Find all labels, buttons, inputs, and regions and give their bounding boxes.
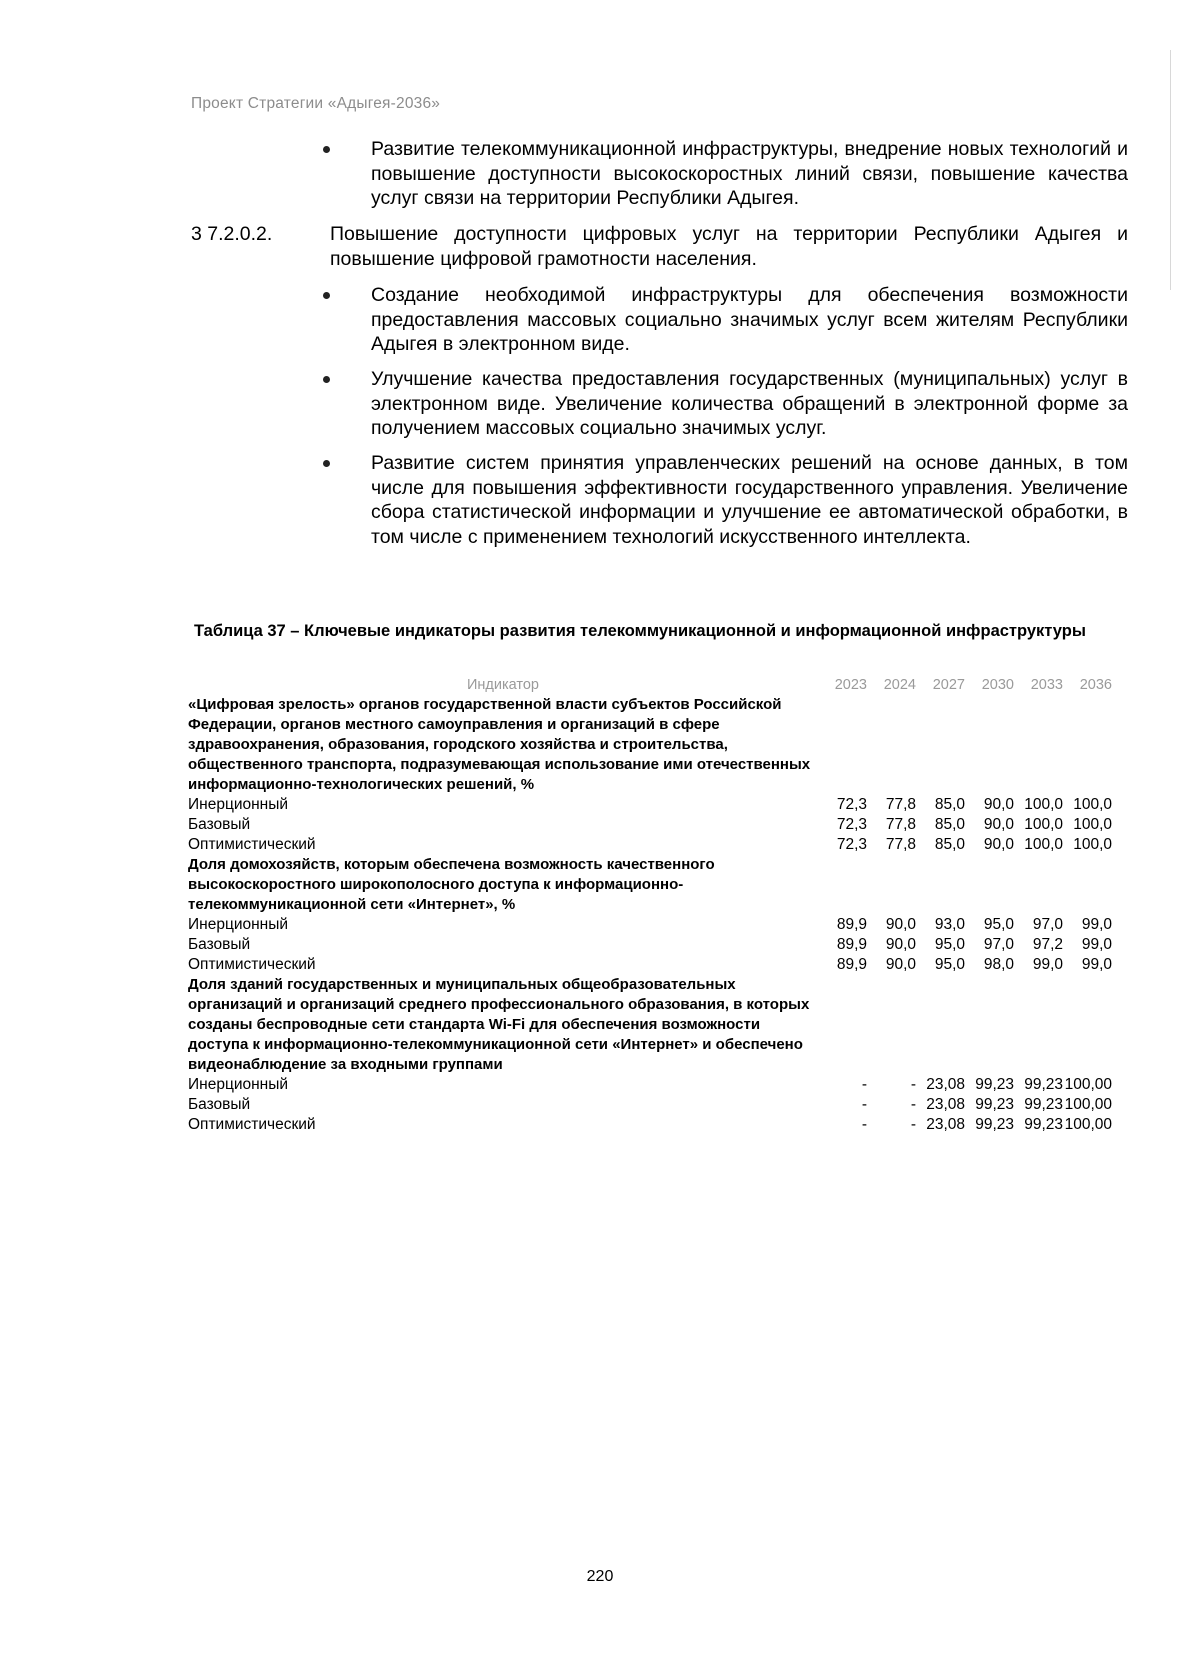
scenario-label: Инерционный (188, 1076, 289, 1093)
value-cell: - (910, 1096, 916, 1113)
value-cell: 100,0 (1073, 836, 1112, 853)
value-cell: 23,08 (926, 1096, 965, 1113)
empty-cell (867, 975, 916, 1075)
empty-cell (1063, 855, 1112, 915)
indicators-table (188, 675, 1112, 1135)
value-cell: 95,0 (934, 936, 965, 953)
bullet-icon (323, 146, 330, 153)
value-cell: 100,0 (1024, 836, 1063, 853)
value-cell: 85,0 (934, 836, 965, 853)
year-header: 2030 (981, 677, 1014, 693)
value-cell: 99,23 (1024, 1116, 1063, 1133)
section-text: Повышение доступности цифровых услуг на территории Республики Адыгея и повышение цифровой грамотности населения. (330, 223, 1128, 270)
table-row (188, 955, 1112, 975)
table-caption: Таблица 37 – Ключевые индикаторы развития телекоммуникационной и информационной инфраструктуры (194, 622, 1086, 640)
page-number: 220 (586, 1568, 614, 1585)
empty-cell (867, 695, 916, 795)
empty-cell (818, 695, 867, 795)
bullet-item (323, 137, 1128, 211)
value-cell: - (861, 1096, 867, 1113)
value-cell: 99,0 (1081, 956, 1112, 973)
value-cell: 100,00 (1064, 1096, 1112, 1113)
table-row (188, 815, 1112, 835)
value-cell: 23,08 (926, 1116, 965, 1133)
indicator-title: «Цифровая зрелость» органов государственной власти субъектов Российской Федерации, органов местного самоуправления и организаций в сфере здравоохранения, образования, городского хозяйства и строительства, общественного транспорта, подразумевающая использование ими отечественных информационно-технологических решений, % (188, 696, 811, 793)
scan-edge-line (1170, 50, 1171, 290)
scenario-label: Оптимистический (188, 1116, 316, 1133)
indicator-title: Доля зданий государственных и муниципальных общеобразовательных организаций и организаций среднего профессионального образования, в которых созданы беспроводные сети стандарта Wi-Fi для обеспечения возможности доступа к информационно-телекоммуникационной сети «Интернет» и обеспечено видеонаблюдение за входными группами (188, 976, 810, 1073)
indicator-column-header: Индикатор (466, 677, 539, 693)
value-cell: 97,2 (1032, 936, 1063, 953)
year-header: 2024 (883, 677, 916, 693)
empty-cell (965, 975, 1014, 1075)
table-group-row (188, 975, 1112, 1075)
value-cell: 85,0 (934, 796, 965, 813)
value-cell: 99,0 (1081, 936, 1112, 953)
table-header-row (188, 675, 1112, 695)
value-cell: 98,0 (983, 956, 1014, 973)
bullet-item (323, 451, 1128, 549)
value-cell: 90,0 (983, 796, 1014, 813)
table-row (188, 1115, 1112, 1135)
table-row (188, 835, 1112, 855)
indicator-title: Доля домохозяйств, которым обеспечена возможность качественного высокоскоростного широкополосного доступа к информационно-телекоммуникационной сети «Интернет», % (188, 856, 715, 913)
value-cell: 89,9 (836, 936, 867, 953)
table-row (188, 915, 1112, 935)
value-cell: - (910, 1076, 916, 1093)
empty-cell (1014, 855, 1063, 915)
value-cell: - (861, 1116, 867, 1133)
value-cell: 90,0 (885, 916, 916, 933)
value-cell: 93,0 (934, 916, 965, 933)
value-cell: 99,0 (1081, 916, 1112, 933)
value-cell: 99,23 (975, 1116, 1014, 1133)
value-cell: 99,0 (1032, 956, 1063, 973)
empty-cell (965, 695, 1014, 795)
value-cell: 100,0 (1073, 796, 1112, 813)
value-cell: 99,23 (1024, 1076, 1063, 1093)
empty-cell (965, 855, 1014, 915)
bullet-item (323, 283, 1128, 357)
value-cell: 100,0 (1024, 796, 1063, 813)
scenario-label: Базовый (188, 936, 251, 953)
table-body (188, 695, 1112, 1135)
section-heading (191, 222, 1128, 271)
value-cell: 23,08 (926, 1076, 965, 1093)
value-cell: 90,0 (885, 956, 916, 973)
running-header: Проект Стратегии «Адыгея-2036» (191, 95, 441, 112)
year-header: 2033 (1030, 677, 1063, 693)
value-cell: 99,23 (975, 1096, 1014, 1113)
value-cell: 100,0 (1073, 816, 1112, 833)
value-cell: 95,0 (934, 956, 965, 973)
value-cell: 100,0 (1024, 816, 1063, 833)
bullet-text: Создание необходимой инфраструктуры для обеспечения возможности предоставления массовых социально значимых услуг всем жителям Республики Адыгея в электронном виде. (371, 284, 1128, 355)
value-cell: - (910, 1116, 916, 1133)
table-row (188, 1095, 1112, 1115)
value-cell: 99,23 (1024, 1096, 1063, 1113)
bullet-text: Развитие телекоммуникационной инфраструктуры, внедрение новых технологий и повышение доступности высокоскоростных линий связи, повышение качества услуг связи на территории Республики Адыгея. (371, 138, 1128, 209)
table-group-row (188, 695, 1112, 795)
value-cell: 90,0 (983, 816, 1014, 833)
empty-cell (1014, 695, 1063, 795)
value-cell: 89,9 (836, 916, 867, 933)
year-header: 2027 (932, 677, 965, 693)
value-cell: 89,9 (836, 956, 867, 973)
scenario-label: Базовый (188, 1096, 251, 1113)
year-header: 2036 (1079, 677, 1112, 693)
scenario-label: Оптимистический (188, 956, 316, 973)
empty-cell (867, 855, 916, 915)
table-row (188, 795, 1112, 815)
value-cell: 99,23 (975, 1076, 1014, 1093)
bullet-text: Улучшение качества предоставления государственных (муниципальных) услуг в электронном виде. Увеличение количества обращений в электронной форме за получением массовых социально значимых услуг. (371, 368, 1128, 439)
empty-cell (916, 855, 965, 915)
bullet-item (323, 367, 1128, 441)
value-cell: 100,00 (1064, 1076, 1112, 1093)
scenario-label: Инерционный (188, 916, 289, 933)
table-row (188, 1075, 1112, 1095)
scenario-label: Инерционный (188, 796, 289, 813)
scenario-label: Базовый (188, 816, 251, 833)
bullet-icon (323, 460, 330, 467)
table-row (188, 935, 1112, 955)
value-cell: 72,3 (836, 836, 867, 853)
empty-cell (1063, 695, 1112, 795)
value-cell: - (861, 1076, 867, 1093)
bullet-icon (323, 376, 330, 383)
empty-cell (916, 975, 965, 1075)
value-cell: 97,0 (1032, 916, 1063, 933)
empty-cell (1014, 975, 1063, 1075)
bullet-icon (323, 292, 330, 299)
value-cell: 97,0 (983, 936, 1014, 953)
table-group-row (188, 855, 1112, 915)
value-cell: 100,00 (1064, 1116, 1112, 1133)
value-cell: 85,0 (934, 816, 965, 833)
empty-cell (916, 695, 965, 795)
section-number: 3 7.2.0.2. (191, 223, 273, 245)
bullet-text: Развитие систем принятия управленческих решений на основе данных, в том числе для повышения эффективности государственного управления. Увеличение сбора статистической информации и улучшение ее автоматической обработки, в том числе с применением технологий искусственного интеллекта. (371, 452, 1128, 548)
value-cell: 90,0 (885, 936, 916, 953)
value-cell: 90,0 (983, 836, 1014, 853)
value-cell: 72,3 (836, 796, 867, 813)
scenario-label: Оптимистический (188, 836, 316, 853)
value-cell: 77,8 (885, 816, 916, 833)
value-cell: 95,0 (983, 916, 1014, 933)
value-cell: 77,8 (885, 796, 916, 813)
empty-cell (818, 855, 867, 915)
empty-cell (818, 975, 867, 1075)
value-cell: 72,3 (836, 816, 867, 833)
year-header: 2023 (834, 677, 867, 693)
value-cell: 77,8 (885, 836, 916, 853)
empty-cell (1063, 975, 1112, 1075)
